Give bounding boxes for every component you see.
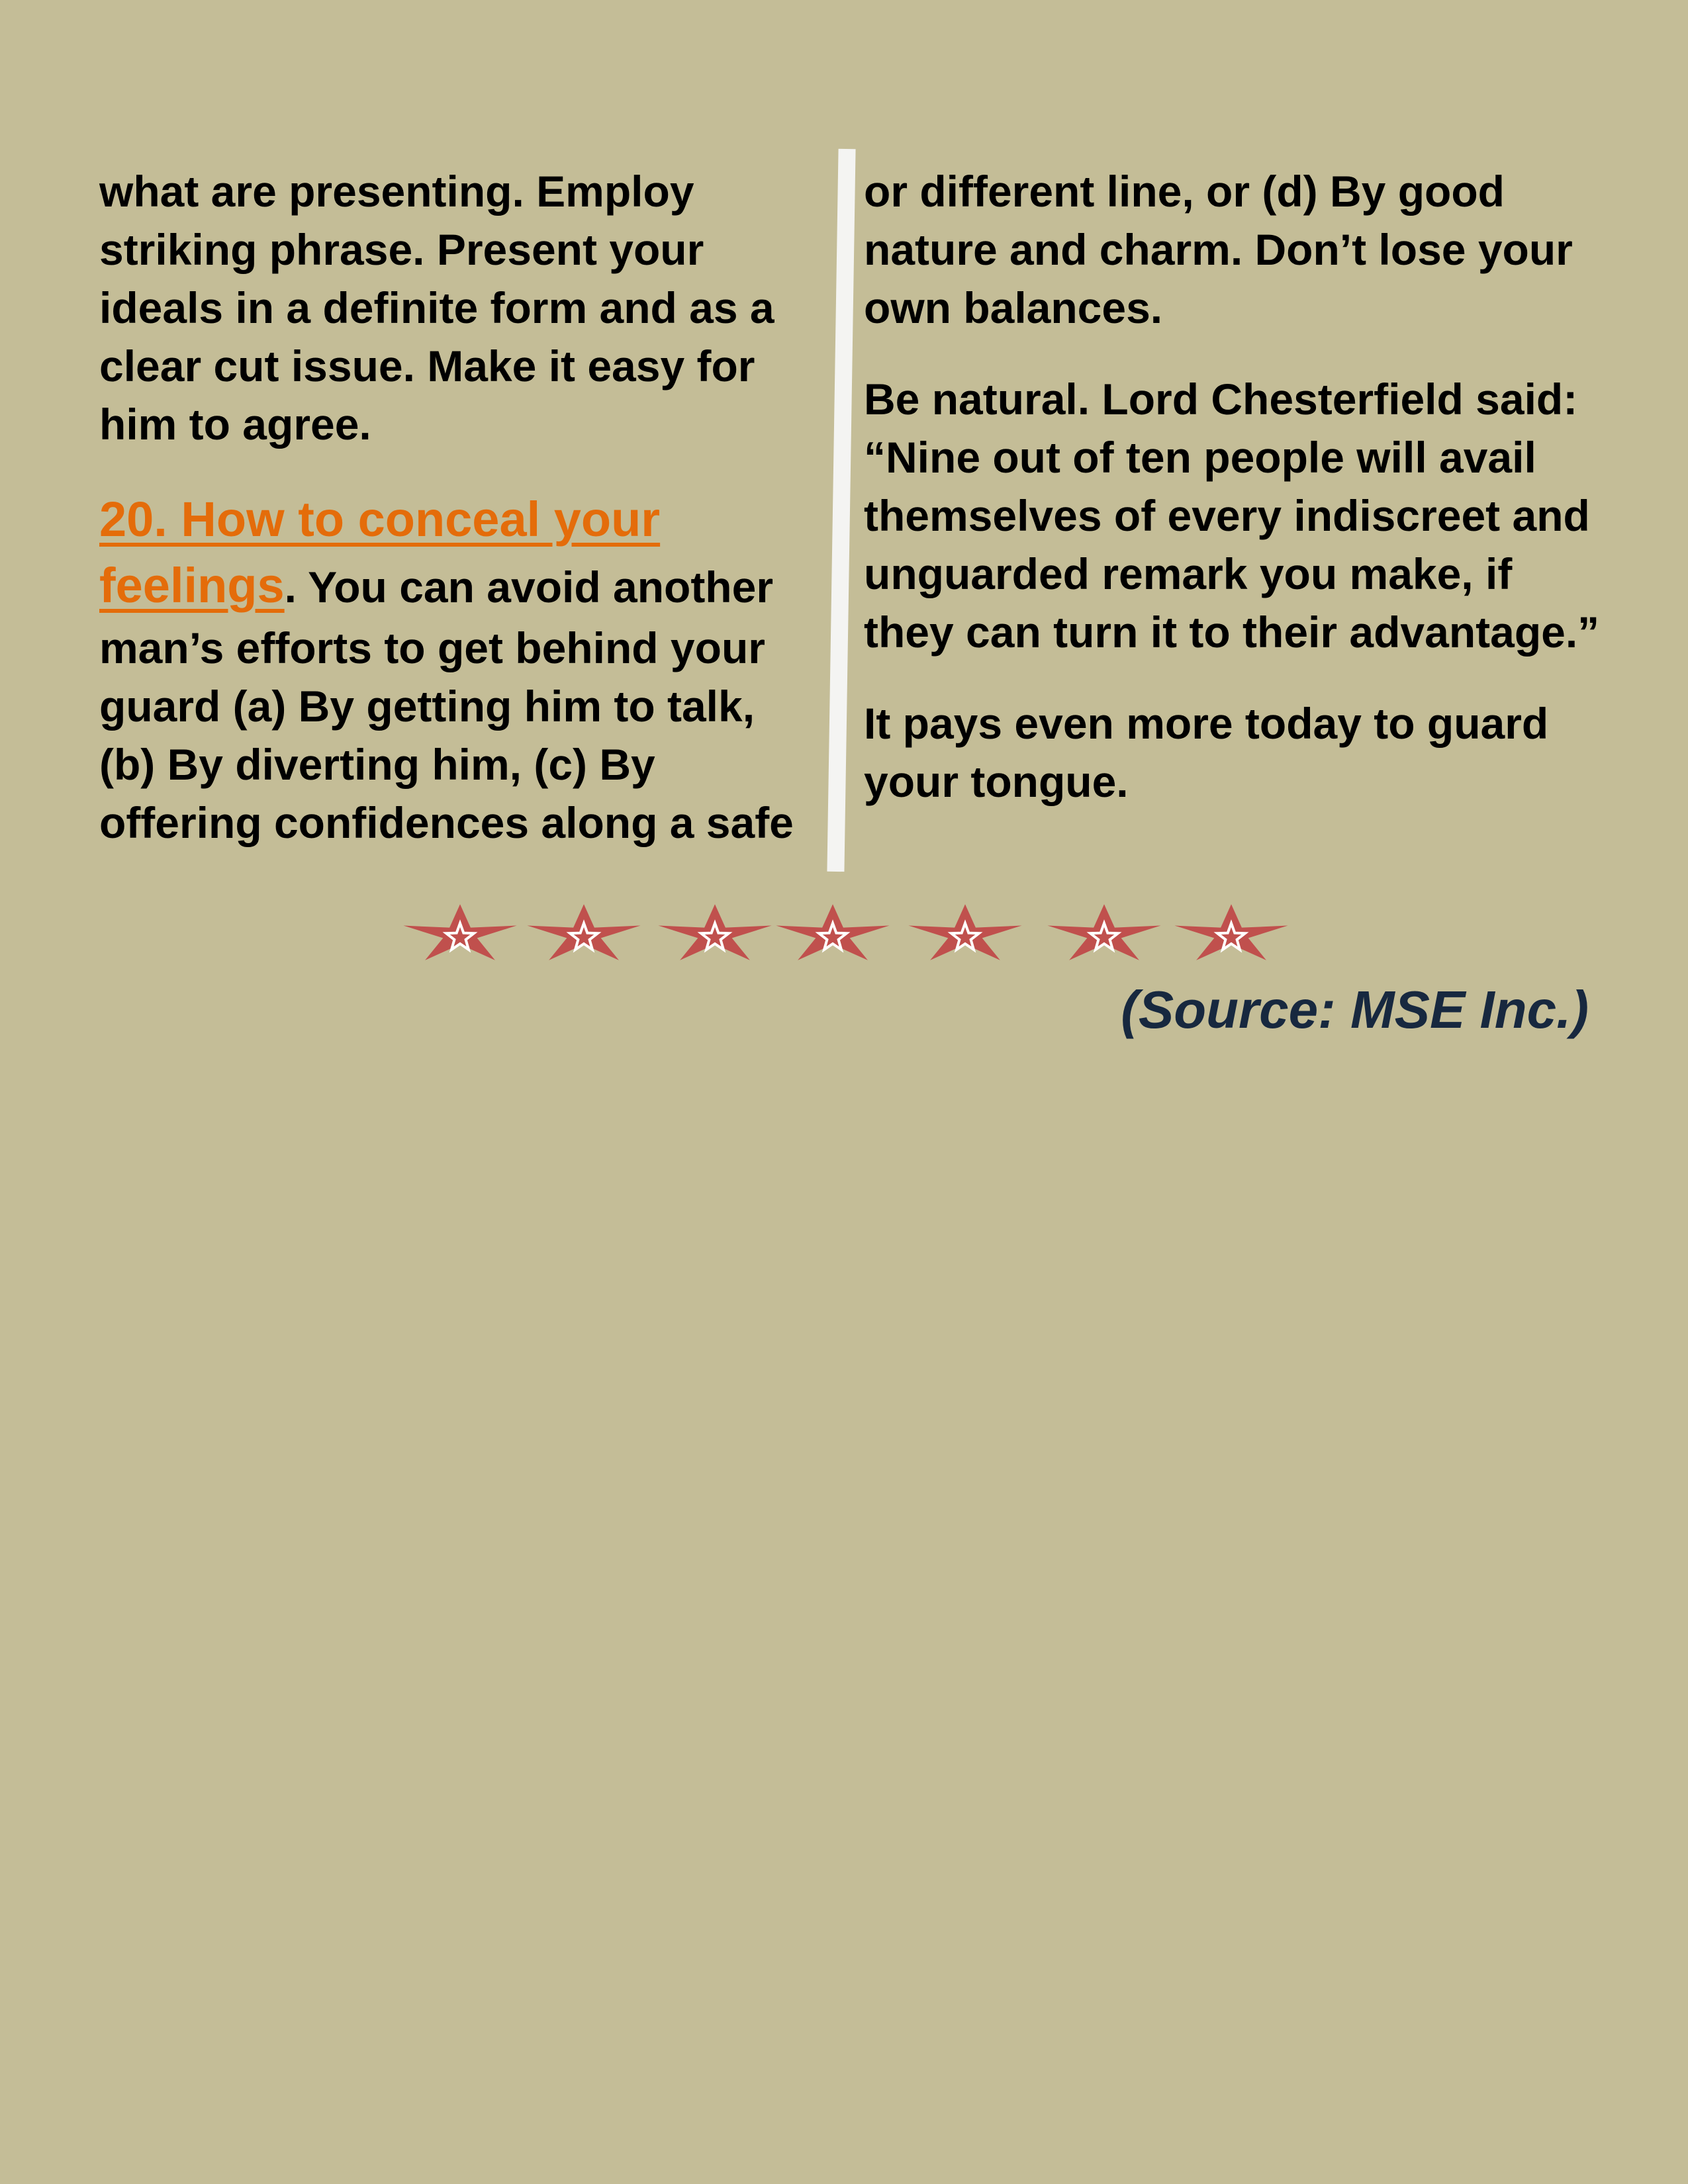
right-paragraph-1: or different line, or (d) By good nature and charm. Don’t lose your own balances. [864, 167, 1573, 332]
star-icon [1047, 904, 1160, 960]
right-column [864, 162, 1612, 811]
left-paragraph-2-text: . You can avoid another man’s efforts to get behind your guard (a) By getting him to talk, (b) By diverting him, (c) By offering confidences along a safe [99, 563, 794, 847]
column-divider [827, 149, 855, 872]
star-icon [527, 904, 640, 960]
star-divider [397, 897, 1297, 970]
right-paragraph-3: It pays even more today to guard your tongue. [864, 699, 1549, 806]
star-icon [908, 904, 1021, 960]
star-icon [403, 904, 516, 960]
source-citation: (Source: MSE Inc.) [1121, 980, 1589, 1039]
star-icon [658, 904, 771, 960]
section-heading-part1: 20. How to conceal your [99, 492, 661, 547]
star-icon [1174, 904, 1288, 960]
left-paragraph-1: what are presenting. Employ striking phrase. Present your ideals in a definite form and as a clear cut issue. Make it easy for him to agree. [99, 167, 774, 449]
section-heading-part2: feelings [99, 558, 285, 613]
star-icon [776, 904, 889, 960]
right-paragraph-2: Be natural. Lord Chesterfield said: “Nine out of ten people will avail themselves of every indiscreet and unguarded remark you make, if they can turn it to their advantage.” [864, 375, 1600, 657]
left-paragraph-2 [99, 486, 814, 852]
left-column [99, 162, 814, 852]
